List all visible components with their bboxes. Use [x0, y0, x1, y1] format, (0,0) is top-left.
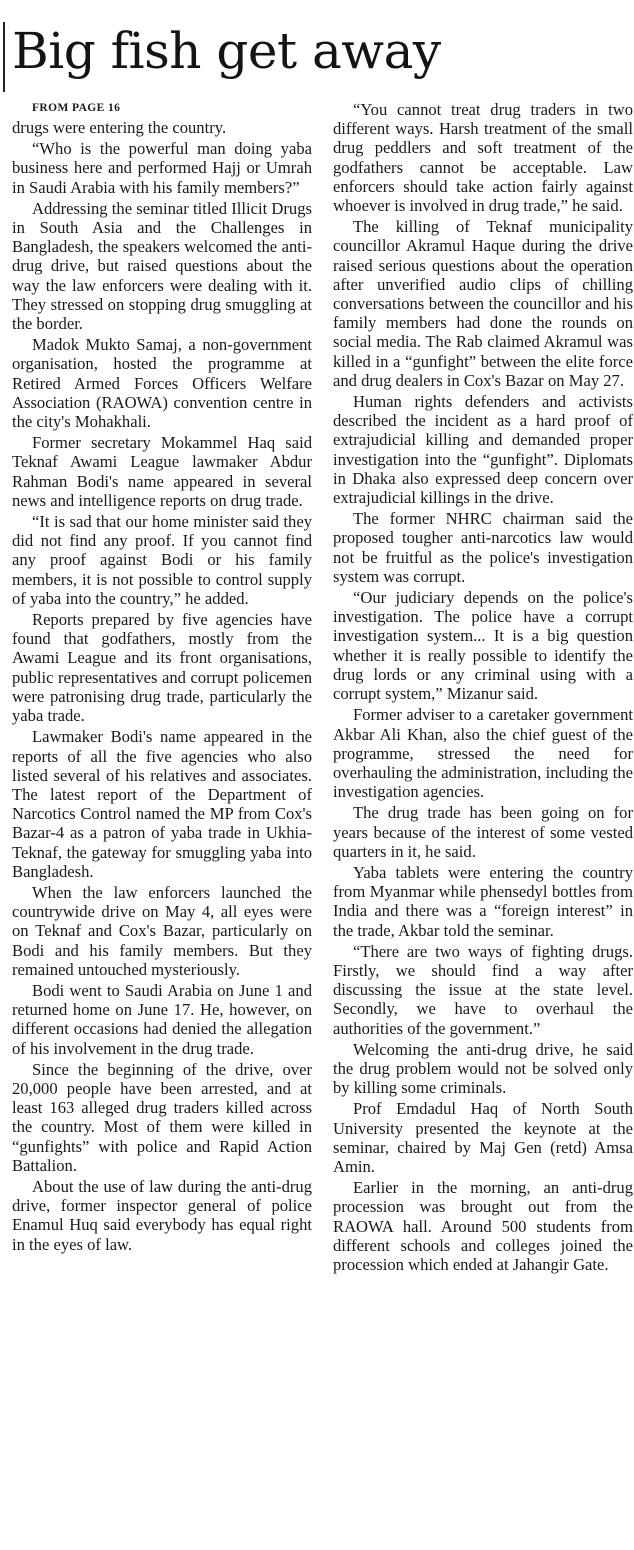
paragraph: Bodi went to Saudi Arabia on June 1 and returned home on June 17. He, however, on different occasions had denied the allegation of his involvement in the drug trade.	[12, 980, 312, 1058]
paragraph: drugs were entering the country.	[12, 118, 227, 137]
paragraph: Human rights defenders and activists described the incident as a hard proof of extrajudicial killing and demanded proper investigation into the “gunfight”. Diplomats in Dhaka also expressed deep concern over extrajudicial killings in the drive.	[333, 392, 633, 508]
paragraph: Yaba tablets were entering the country from Myanmar while phensedyl bottles from India and there was a “foreign interest” in the trade, Akbar told the seminar.	[333, 862, 633, 940]
paragraph: Former secretary Mokammel Haq said Teknaf Awami League lawmaker Abdur Rahman Bodi's name appeared in several news and intelligence reports on drug trade.	[12, 433, 312, 510]
paragraph: “Our judiciary depends on the police's investigation. The police have a corrupt investigation system... It is a big question whether it is really possible to identify the drug lords or any criminal using with a corrupt system,” Mizanur said.	[333, 588, 633, 704]
headline-rule	[3, 22, 5, 92]
paragraph: Earlier in the morning, an anti-drug procession was brought out from the RAOWA hall. Around 500 students from different schools and colleges joined the procession which ended at Jahangir Gate.	[333, 1178, 633, 1274]
paragraph: Since the beginning of the drive, over 20,000 people have been arrested, and at least 163 alleged drug traders killed across the country. Most of them were killed in “gunfights” with police and Rapid Action Battalion.	[12, 1059, 312, 1175]
paragraph: The killing of Teknaf municipality councillor Akramul Haque during the drive raised serious questions about the operation after unverified audio clips of chilling conversations between the councillor and his family members had done the rounds on social media. The Rab claimed Akramul was killed in a “gunfight” between the elite force and drug dealers in Cox's Bazar on May 27.	[333, 217, 633, 390]
paragraph: The former NHRC chairman said the proposed tougher anti-narcotics law would not be fruitful as the police's investigation system was corrupt.	[333, 509, 633, 586]
paragraph: Former adviser to a caretaker government Akbar Ali Khan, also the chief guest of the programme, stressed the need for overhauling the administration, including the investigation agencies.	[333, 705, 633, 802]
paragraph: “It is sad that our home minister said they did not find any proof. If you cannot find any proof against Bodi or his family members, it is not possible to control supply of yaba into the country,” he added.	[12, 512, 312, 608]
article-column-right	[333, 100, 633, 1274]
paragraph: The drug trade has been going on for years because of the interest of some vested quarters in it, he said.	[333, 803, 633, 861]
paragraph: “There are two ways of fighting drugs. Firstly, we should find a way after discussing the issue at the state level. Secondly, we have to overhaul the authorities of the government.”	[333, 941, 633, 1038]
paragraph: “Who is the powerful man doing yaba business here and performed Hajj or Umrah in Saudi Arabia with his family members?”	[12, 139, 312, 197]
paragraph: “You cannot treat drug traders in two different ways. Harsh treatment of the small drug peddlers and soft treatment of the godfathers cannot be acceptable. Law enforcers should take action fairly against whoever is involved in drug trade,” he said.	[333, 100, 633, 216]
paragraph: Welcoming the anti-drug drive, he said the drug problem would not be solved only by killing some criminals.	[333, 1039, 633, 1098]
dateline: FROM PAGE 16	[32, 102, 121, 114]
paragraph: About the use of law during the anti-drug drive, former inspector general of police Enamul Huq said everybody has equal right in the eyes of law.	[12, 1176, 312, 1254]
paragraph: Prof Emdadul Haq of North South University presented the keynote at the seminar, chaired by Maj Gen (retd) Amsa Amin.	[333, 1099, 633, 1176]
paragraph: Reports prepared by five agencies have found that godfathers, mostly from the Awami League and its front organisations, public representatives and corrupt policemen were patronising drug trade, particularly the yaba trade.	[12, 610, 312, 726]
paragraph: Addressing the seminar titled Illicit Drugs in South Asia and the Challenges in Bangladesh, the speakers welcomed the anti-drug drive, but raised questions about the way the law enforcers were dealing with it. They stressed on stopping drug smuggling at the border.	[12, 198, 312, 334]
headline: Big fish get away	[12, 22, 441, 80]
article-column-left	[12, 100, 312, 1254]
paragraph: Lawmaker Bodi's name appeared in the reports of all the five agencies who also listed several of his relatives and associates. The latest report of the Department of Narcotics Control named the MP from Cox's Bazar-4 as a patron of yaba trade in Ukhia-Teknaf, the gateway for smuggling yaba into Bangladesh.	[12, 727, 312, 881]
paragraph: Madok Mukto Samaj, a non-government organisation, hosted the programme at Retired Armed Forces Officers Welfare Association (RAOWA) convention centre in the city's Mohakhali.	[12, 335, 312, 432]
paragraph: When the law enforcers launched the countrywide drive on May 4, all eyes were on Teknaf and Cox's Bazar, particularly on Bodi and his family members. But they remained untouched mysteriously.	[12, 882, 312, 979]
